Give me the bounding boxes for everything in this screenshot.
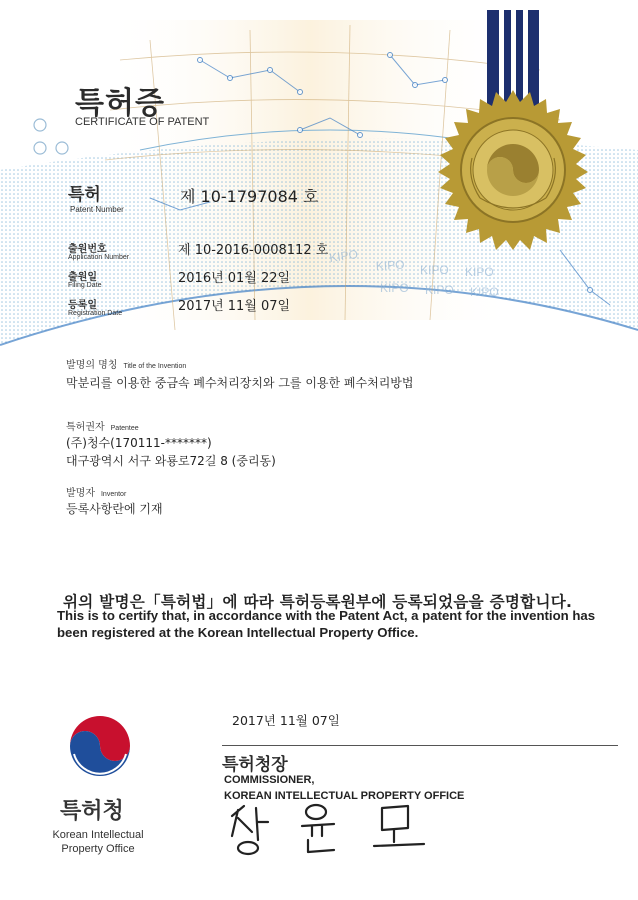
certification-statement-en: This is to certify that, in accordance with the Patent Act, a patent for the invention has been registered at the Korean Intellectual Property Office.: [57, 608, 596, 640]
filing-date-label-ko: 출원일: [68, 272, 97, 283]
inventor-value: 등록사항란에 기재: [66, 502, 163, 516]
application-number-label-en: Application Number: [68, 254, 130, 261]
patent-number-value: 제 10-1797084 호: [180, 187, 319, 206]
registration-date-value: 2017년 11월 07일: [178, 299, 291, 314]
filing-date-value: 2016년 01월 22일: [178, 271, 291, 286]
watermark-text-5: KIPO: [380, 281, 409, 295]
registration-date-label-en: Registration Date: [68, 310, 123, 317]
certificate-title-ko: 특허증: [75, 86, 165, 121]
handwritten-signature: [218, 792, 438, 862]
patent-number-label-en: Patent Number: [70, 205, 124, 214]
kipo-logo-icon: [62, 708, 138, 784]
watermark-text-6: KIPO: [425, 283, 454, 297]
certificate-title-en: CERTIFICATE OF PATENT: [75, 116, 210, 128]
patentee-name: (주)청수(170111-*******): [66, 436, 212, 450]
commissioner-title-en-line2: KOREAN INTELLECTUAL PROPERTY OFFICE: [224, 790, 465, 802]
patentee-label-ko: 특허권자: [66, 422, 105, 433]
inventor-label-en: Inventor: [100, 491, 127, 498]
watermark-text-7: KIPO: [470, 285, 499, 299]
gold-seal-icon: [432, 88, 594, 250]
patentee-address: 대구광역시 서구 와룡로72길 8 (중리동): [66, 454, 276, 468]
invention-title-label-en: Title of the Invention: [123, 363, 187, 370]
office-name-ko: 특허청: [60, 799, 124, 824]
invention-title-label: [66, 356, 186, 371]
patent-number-label-ko: 특허: [68, 185, 101, 205]
invention-title-label-ko: 발명의 명칭: [66, 360, 118, 371]
invention-title-value: 막분리를 이용한 중금속 폐수처리장치와 그를 이용한 폐수처리방법: [66, 376, 414, 390]
patentee-label-en: Patentee: [110, 425, 139, 432]
commissioner-title-ko: 특허청장: [222, 755, 288, 775]
signature-divider: [222, 745, 618, 746]
application-number-label-ko: 출원번호: [68, 244, 107, 255]
application-number-value: 제 10-2016-0008112 호: [178, 243, 329, 258]
watermark-text-4: KIPO: [465, 265, 494, 279]
watermark-text-3: KIPO: [420, 263, 449, 277]
inventor-label: [66, 484, 126, 499]
office-name-en: Korean Intellectual Property Office: [52, 829, 144, 855]
issue-date: 2017년 11월 07일: [232, 713, 340, 728]
filing-date-label-en: Filing Date: [68, 282, 102, 289]
patentee-label: [66, 418, 139, 433]
watermark-text-1: KIPO: [328, 247, 359, 265]
inventor-label-ko: 발명자: [66, 488, 95, 499]
watermark-text-2: KIPO: [375, 257, 405, 273]
commissioner-title-en-line1: COMMISSIONER,: [224, 774, 315, 786]
certification-statement-ko: 위의 발명은「특허법」에 따라 특허등록원부에 등록되었음을 증명합니다.: [63, 593, 573, 611]
registration-date-label-ko: 등록일: [68, 300, 97, 311]
